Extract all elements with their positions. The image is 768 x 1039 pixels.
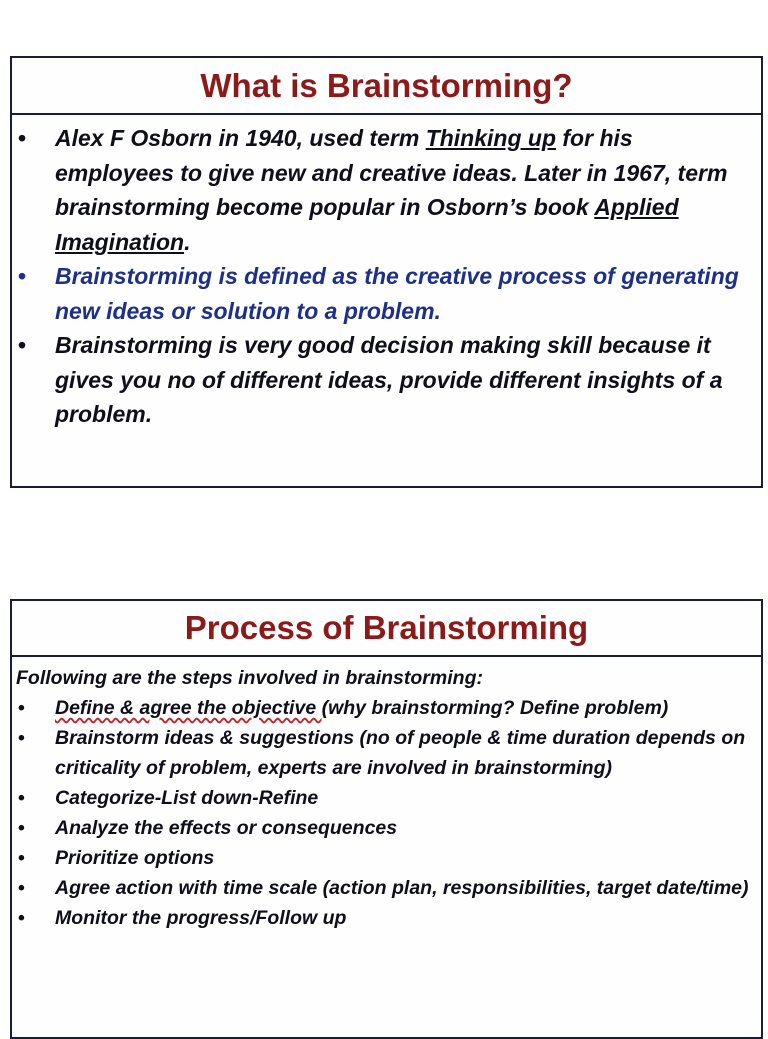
bullet-list xyxy=(12,115,761,432)
bullet-dot: • xyxy=(18,877,25,899)
steps-list xyxy=(12,693,761,933)
bullet-dot: • xyxy=(18,817,25,839)
step-item xyxy=(12,903,761,933)
bullet-text: Alex F Osborn in 1940, used term xyxy=(55,125,426,151)
step-item xyxy=(12,693,761,723)
step-text: Brainstorm ideas & suggestions (no of people & time duration depends on criticality of problem, experts are involved in brainstorming) xyxy=(55,727,746,779)
step-item xyxy=(12,873,761,903)
bullet-text: . xyxy=(184,228,191,255)
term-thinking-up: Thinking up xyxy=(425,125,556,151)
bullet-text: for his employees to give new and creative ideas. Later in 1967, term brainstorming become popular in Osborn’s book xyxy=(55,125,728,220)
bullet-item-decision-skill xyxy=(12,328,761,432)
bullet-item-osborn xyxy=(12,121,761,259)
step-text: Prioritize options xyxy=(55,847,215,869)
book-title: Applied Imagination xyxy=(55,194,679,255)
slide-process-of-brainstorming xyxy=(10,599,763,1039)
step-text-marked: Define & agree the objective xyxy=(55,697,322,719)
step-text: Analyze the effects or consequences xyxy=(55,817,398,839)
step-item xyxy=(12,783,761,813)
step-text: Categorize-List down-Refine xyxy=(55,787,319,809)
bullet-text: Brainstorming is very good decision making skill because it gives you no of different ideas, provide different insights of a problem. xyxy=(55,332,723,427)
bullet-dot: • xyxy=(18,847,25,869)
bullet-dot: • xyxy=(18,332,27,358)
bullet-dot: • xyxy=(18,125,27,151)
bullet-dot: • xyxy=(18,263,27,289)
bullet-dot: • xyxy=(18,787,25,809)
slide-what-is-brainstorming xyxy=(10,56,763,488)
intro-text: Following are the steps involved in brainstorming: xyxy=(16,667,483,689)
step-item xyxy=(12,843,761,873)
step-text: (why brainstorming? Define problem) xyxy=(321,697,669,719)
step-text: Monitor the progress/Follow up xyxy=(55,907,347,929)
slide-title: Process of Brainstorming xyxy=(12,601,761,657)
bullet-dot: • xyxy=(18,727,25,749)
bullet-dot: • xyxy=(18,907,25,929)
step-text: Agree action with time scale (action plan, responsibilities, target date/time) xyxy=(55,877,749,899)
bullet-dot: • xyxy=(18,697,25,719)
step-item xyxy=(12,723,761,783)
slide-title: What is Brainstorming? xyxy=(12,58,761,115)
bullet-text: Brainstorming is defined as the creative process of generating new ideas or solution to a problem. xyxy=(55,263,739,324)
step-item xyxy=(12,813,761,843)
bullet-item-definition xyxy=(12,259,761,328)
